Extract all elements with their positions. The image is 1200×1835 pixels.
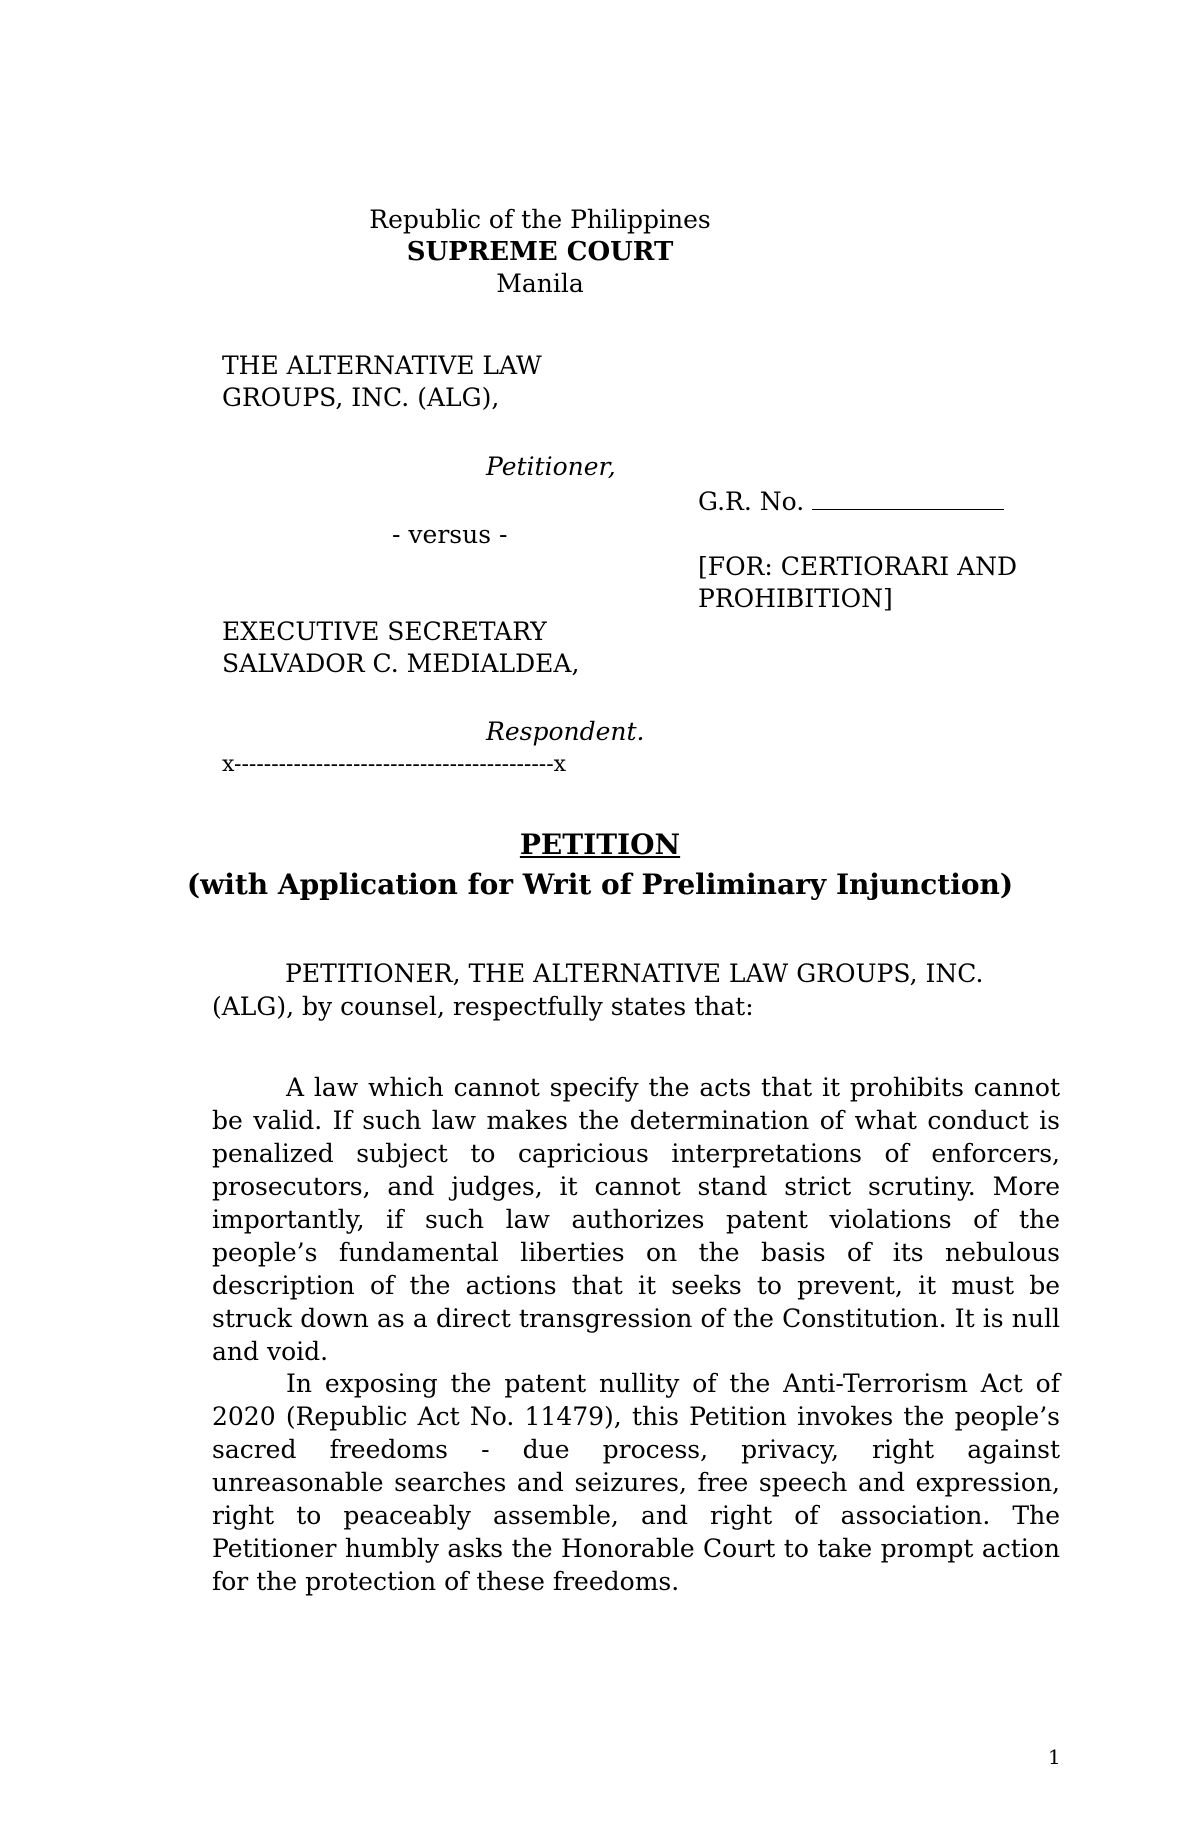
page-number: 1	[1048, 1745, 1061, 1769]
intro-line2: (ALG), by counsel, respectfully states that:	[212, 992, 754, 1021]
gr-number	[698, 486, 1004, 518]
action-type	[698, 551, 1017, 615]
court-header	[0, 204, 1080, 300]
gr-number-label: G.R. No.	[698, 487, 805, 516]
action-type-line2: PROHIBITION]	[698, 584, 893, 613]
respondent-name	[222, 616, 579, 680]
paragraph-1-text: A law which cannot specify the acts that it prohibits cannot be valid. If such law makes the determination of what conduct is penalized subject to capricious interpretations of enforcers, prosecutors, and judges, it cannot stand strict scrutiny. More importantly, if such law authorizes patent violations of the people’s fundamental liberties on the basis of its nebulous description of the actions that it seeks to prevent, it must be struck down as a direct transgression of the Constitution. It is null and void.	[212, 1073, 1060, 1366]
intro-line1: PETITIONER, THE ALTERNATIVE LAW GROUPS, INC.	[285, 959, 984, 988]
petitioner-role: Petitioner,	[486, 452, 616, 481]
caption-divider: x-------------------------------------------x	[222, 752, 567, 777]
republic-line: Republic of the Philippines	[369, 205, 711, 234]
versus-label: - versus -	[392, 520, 508, 549]
petitioner-name-line1: THE ALTERNATIVE LAW	[222, 351, 542, 380]
paragraph-1	[212, 1071, 1060, 1368]
action-type-line1: [FOR: CERTIORARI AND	[698, 552, 1018, 581]
respondent-role: Respondent.	[486, 717, 645, 746]
document-subtitle: (with Application for Writ of Preliminary Injunction)	[186, 868, 1014, 901]
paragraph-2-text: In exposing the patent nullity of the Anti-Terrorism Act of 2020 (Republic Act No. 11479), this Petition invokes the people’s sacred freedoms - due process, privacy, right against unreasonable searches and seizures, free speech and expression, right to peaceably assemble, and right of association. The Petitioner humbly asks the Honorable Court to take prompt action for the protection of these freedoms.	[212, 1369, 1060, 1596]
paragraph-2	[212, 1367, 1060, 1598]
petitioner-name	[222, 350, 542, 414]
court-city: Manila	[496, 269, 584, 298]
petitioner-name-line2: GROUPS, INC. (ALG),	[222, 383, 500, 412]
court-name: SUPREME COURT	[406, 237, 674, 267]
respondent-name-line2: SALVADOR C. MEDIALDEA,	[222, 649, 580, 678]
gr-number-blank	[812, 487, 1004, 510]
respondent-name-line1: EXECUTIVE SECRETARY	[222, 617, 547, 646]
document-title: PETITION	[519, 828, 681, 861]
